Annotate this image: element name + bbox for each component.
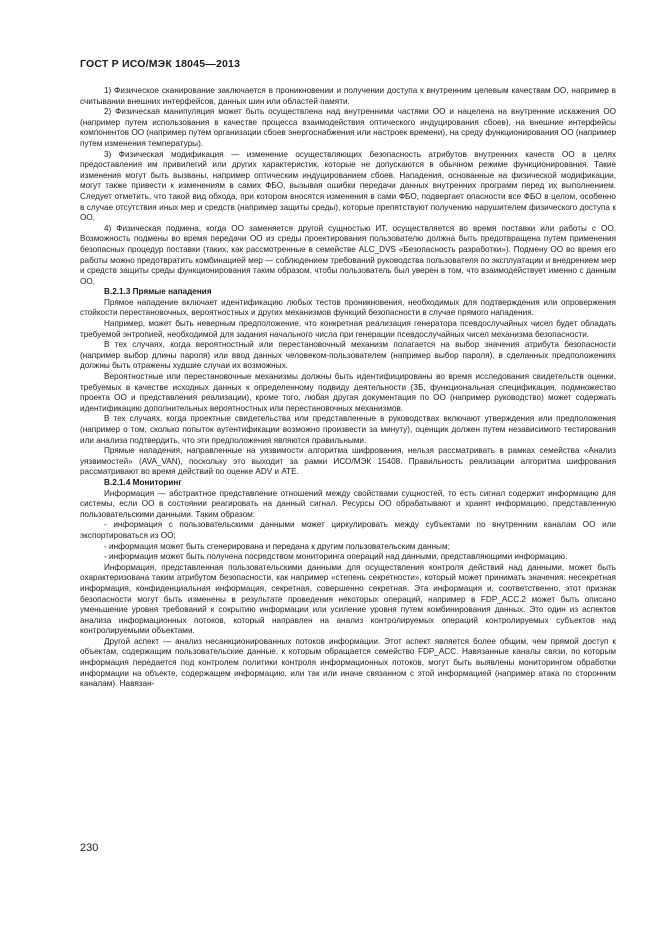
section-heading: В.2.1.4 Мониторинг xyxy=(104,477,182,487)
page-number: 230 xyxy=(80,842,99,854)
list-item: - информация может быть сгенерирована и передана к другим пользовательским данным; xyxy=(104,541,450,551)
body-text xyxy=(80,86,616,690)
paragraph: В тех случаях, когда проектные свидетельства или представленные в руководствах включают утверждения или предположения (например о том, сколько попыток аутентификации возможно произвести за минуту), оценщик должен путем независимого тестирования или анализа подтвердить, что эти предположения являются правильными. xyxy=(80,414,616,445)
paragraph: Информация — абстрактное представление отношений между свойствами сущностей, то есть сигнал содержит информацию для системы, если ОО в состоянии реагировать на данный сигнал. Ресурсы ОО обрабатывают и хранят информацию, представленную пользовательскими данными. Таким образом: xyxy=(80,488,616,519)
paragraph: В тех случаях, когда вероятностный или перестановочный механизм полагается на выбор значения атрибута безопасности (например выбор длины пароля) или ввод данных человеком-пользователем (например выбор пароля), в сделанных предположениях должны быть отражены худшие случаи их возможных. xyxy=(80,340,616,371)
paragraph: Информация, представленная пользовательскими данными для осуществления контроля действий над данными, может быть охарактеризована таким атрибутом безопасности, как например «степень секретности», который может принимать значения: несекретная информация, конфиденциальная информация, секретная, совершенно секретная. Эта информация и, соответственно, этот признак безопасности могут быть изменены в результате проведения некоторых операций, например в FDP_ACC.2 может быть описано уменьшение уровня требований к сокрытию информации или усиление уровня путем комбинирования данных. Это один из аспектов анализа информационных потоков, который направлен на анализ контролируемых операций контролируемых субъектов над контролируемыми объектами. xyxy=(80,562,616,636)
list-item: - информация с пользовательскими данными может циркулировать между субъектами по внутренним каналам ОО или экспортироваться из ОО; xyxy=(80,520,616,540)
paragraph: 4) Физическая подмена, когда ОО заменяется другой сущностью ИТ, осуществляется во время поставки или работы с ОО. Возможность подмены во время передачи ОО из среды проектирования пользователю должна быть предотвращена путем применения безопасных процедур поставки (таких, как рассмотренные в семействе ALC_DVS «Безопасность разработки»). Подмену ОО во время его работы можно предотвратить комбинацией мер — соблюдением требований руководства пользователя по эксплуатации и внедрением мер и средств защиты среды функционирования таким образом, чтобы пользователь был уверен в том, что взаимодействует именно с данным ОО. xyxy=(80,223,616,286)
paragraph: Например, может быть неверным предположение, что конкретная реализация генератора псевдослучайных чисел будет обладать требуемой энтропией, необходимой для задания начального числа при генерации псевдослучайных чисел механизма безопасности. xyxy=(80,319,616,339)
section-heading: В.2.1.3 Прямые нападения xyxy=(104,287,212,297)
paragraph: Вероятностные или перестановочные механизмы должны быть идентифицированы во время исследования свидетельств оценки, требуемых в качестве исходных данных к определенному подвиду деятельности (ЗБ, функциональная спецификация, подмножество проекта ОО и представления реализации), кроме того, любая другая документация по ОО (например руководство) может содержать идентификацию дополнительных вероятностных или перестановочных механизмов. xyxy=(80,372,616,413)
paragraph: 1) Физическое сканирование заключается в проникновении и получении доступа к внутренним целевым качествам ОО, например в считывании внешних интерфейсов, данных шин или областей памяти. xyxy=(80,86,616,106)
paragraph: Прямые нападения, направленные на уязвимости алгоритма шифрования, нельзя рассматривать в рамках семейства «Анализ уязвимостей» (AVA_VAN), поскольку это выходит за рамки ИСО/МЭК 15408. Правильность реализации алгоритма шифрования рассматривают во время действий по оценке ADV и ATE. xyxy=(80,446,616,477)
page-header: ГОСТ Р ИСО/МЭК 18045—2013 xyxy=(80,58,241,70)
paragraph: Прямое нападение включает идентификацию любых тестов проникновения, необходимых для подтверждения или опровержения стойкости перестановочных, вероятностных и других механизмов функций безопасности в случае прямого нападения. xyxy=(80,297,616,318)
paragraph: Другой аспект — анализ несанкционированных потоков информации. Этот аспект является более общим, чем прямой доступ к объектам, содержащим пользовательские данные, к которым обращается семейство FDP_ACC. Навязанные каналы связи, по которым информация передается под контролем политики контроля информационных потоков, могут быть выявлены мониторингом обработки информации на объекте, содержащем информацию, или так или иначе связанном с этой информацией (например атака по сторонним каналам). Навязан- xyxy=(80,636,616,689)
paragraph: 3) Физическая модификация — изменение осуществляющих безопасность атрибутов внутренних качеств ОО в целях предоставления им привилегий или других характеристик, которые не допускаются в обычном режиме функционирования. Такие изменения могут быть вызваны, например оптическим индуцированием сбоев. Нападения, основанные на физической модификации, могут также привести к изменениям в самих ФБО, вызывая ошибки передачи данных внутренних программ перед их выполнением. Следует отметить, что такой вид обхода, при котором вносятся изменения в сами ФБО, подвергает опасности все ФБО в целом, особенно в случае отсутствия иных мер и средств (например защиты среды), которые препятствуют получению нарушителем физического доступа к ОО. xyxy=(80,149,616,223)
paragraph: 2) Физическая манипуляция может быть осуществлена над внутренними частями ОО и нацелена на внутренние искажения ОО (например путем использования в качестве процесса взаимодействия оптического индуцирования сбоев), на внешние интерфейсы компонентов ОО (например путем организации сбоев энергоснабжения или настроек времени), на среду функционирования ОО (например путем изменения температуры). xyxy=(80,107,616,148)
list-item: - информация может быть получена посредством мониторинга операций над данными, представляющими информацию. xyxy=(104,552,568,562)
